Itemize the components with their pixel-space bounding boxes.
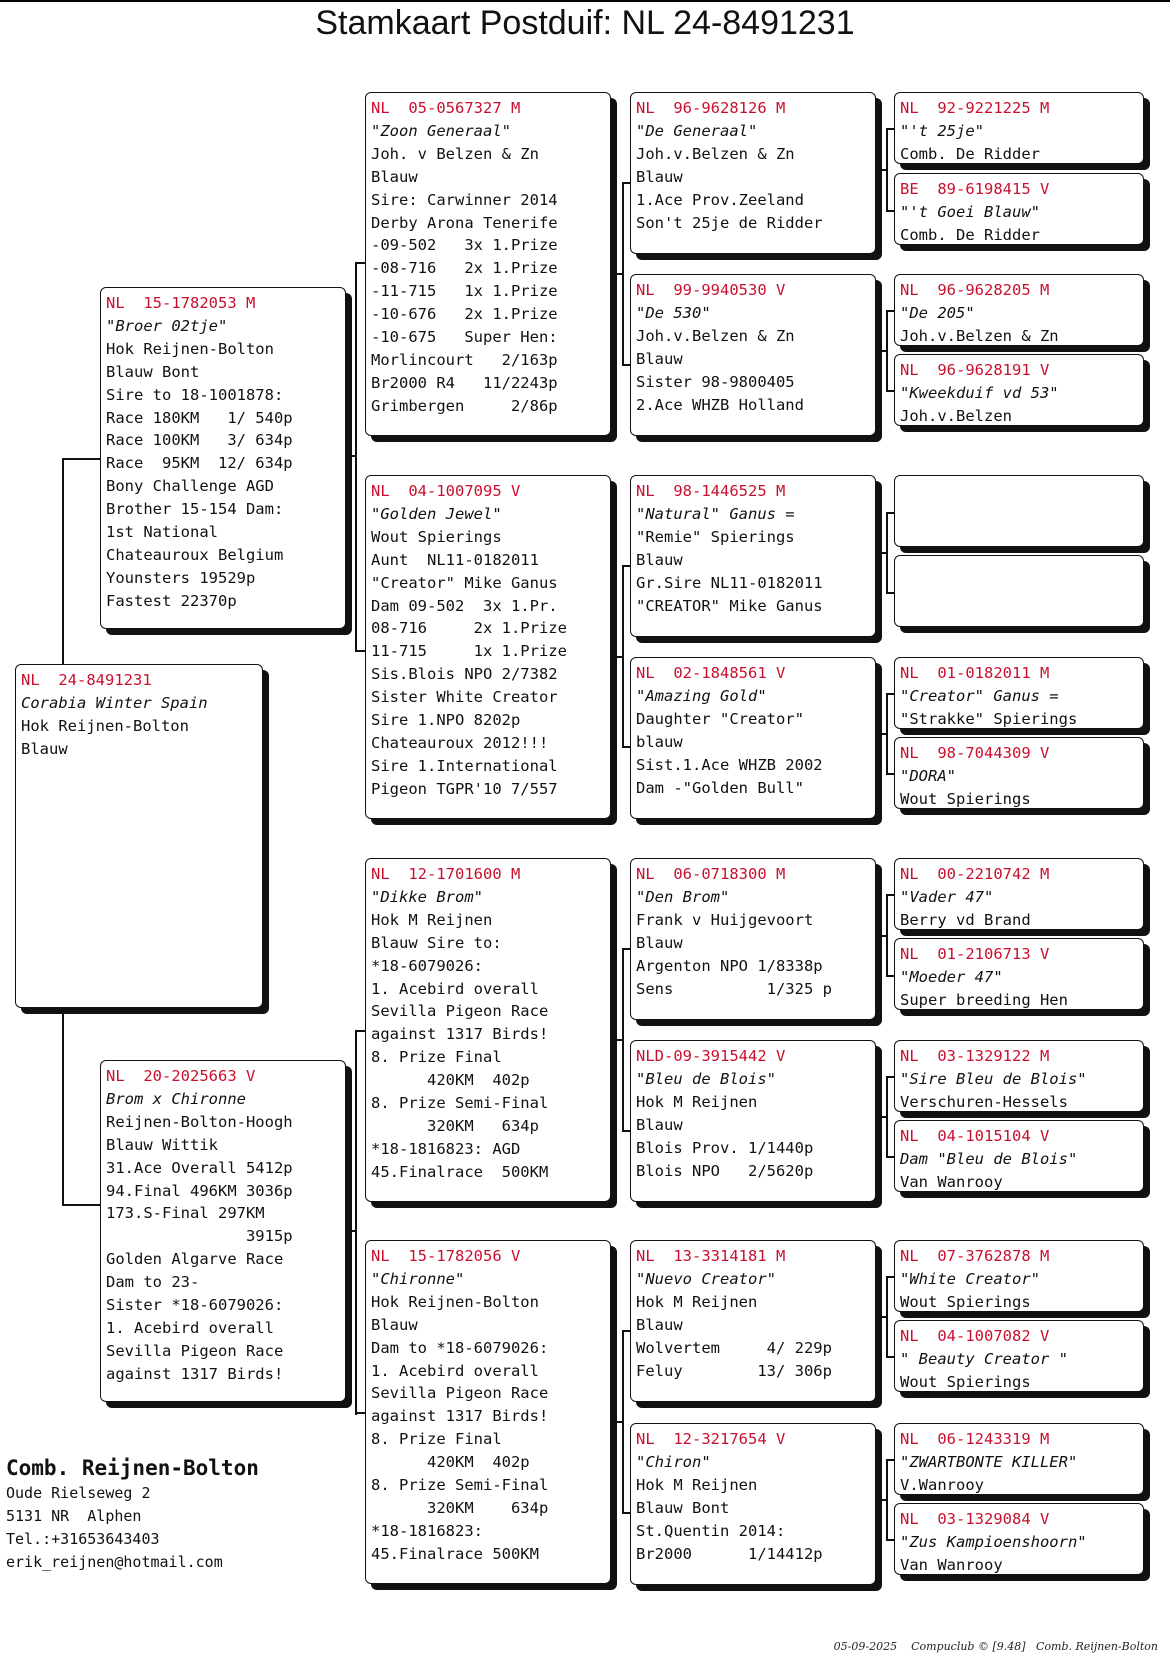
pigeon-info-line: Sire 1.International: [371, 756, 558, 775]
pigeon-info-line: Younsters 19529p: [106, 568, 256, 587]
connector-line: [886, 1276, 894, 1278]
pigeon-info-line: Dam to *18-6079026:: [371, 1338, 549, 1357]
pigeon-card-ff: [365, 92, 611, 436]
pigeon-info-line: V.Wanrooy: [900, 1475, 984, 1494]
pigeon-card-mm: [365, 1240, 611, 1584]
ring-number: NL 15-1782056 V: [371, 1247, 521, 1265]
pigeon-info-line: 31.Ace Overall 5412p: [106, 1158, 293, 1177]
connector-line: [886, 512, 894, 514]
ring-number: NL 06-1243319 M: [900, 1430, 1050, 1448]
connector-line: [622, 565, 630, 567]
pigeon-info-line: Blauw Bont: [636, 1498, 730, 1517]
pigeon-name: "Chiron": [636, 1452, 711, 1471]
pigeon-info-line: Br2000 1/14412p: [636, 1544, 823, 1563]
pigeon-info-line: Blauw Sire to:: [371, 933, 502, 952]
pigeon-card-g9: [894, 858, 1144, 930]
breeder-name: Comb. Reijnen-Bolton: [6, 1456, 259, 1480]
pigeon-info-line: Dam -"Golden Bull": [636, 778, 804, 797]
pigeon-card-g8: [894, 737, 1144, 809]
pigeon-info-line: Dam 09-502 3x 1.Pr.: [371, 596, 558, 615]
pigeon-info-line: Blois NPO 2/5620p: [636, 1161, 814, 1180]
pigeon-info-line: Br2000 R4 11/2243p: [371, 373, 558, 392]
pigeon-info-line: Race 95KM 12/ 634p: [106, 454, 293, 473]
connector-line: [611, 1421, 623, 1423]
pigeon-card-fmf: [630, 475, 876, 637]
pigeon-card-g10: [894, 938, 1144, 1010]
pigeon-info-line: Joh. v Belzen & Zn: [371, 144, 539, 163]
breeder-address-line2: 5131 NR Alphen: [6, 1507, 142, 1525]
ring-number: NL 04-1007082 V: [900, 1327, 1050, 1345]
connector-line: [346, 455, 357, 457]
pigeon-info-line: Derby Arona Tenerife: [371, 213, 558, 232]
breeder-info: [6, 1454, 259, 1574]
pigeon-info-line: Blauw: [21, 739, 68, 758]
pigeon-info-line: Sevilla Pigeon Race: [371, 1384, 549, 1403]
pigeon-info-line: Joh.v.Belzen & Zn: [900, 326, 1059, 345]
connector-line: [886, 210, 894, 212]
pigeon-info-line: Hok M Reijnen: [636, 1475, 758, 1494]
pigeon-info-line: -09-502 3x 1.Prize: [371, 236, 558, 255]
pigeon-card-g4: [894, 354, 1144, 426]
pigeon-info-line: 1. Acebird overall: [106, 1318, 274, 1337]
pigeon-info-line: Wout Spierings: [371, 527, 502, 546]
pigeon-info-line: 11-715 1x 1.Prize: [371, 642, 567, 661]
connector-line: [355, 1030, 365, 1032]
pigeon-info-line: Golden Algarve Race: [106, 1250, 284, 1269]
connector-line: [622, 1330, 630, 1332]
pigeon-info-line: Comb. De Ridder: [900, 144, 1040, 163]
pigeon-info-line: 320KM 634p: [371, 1498, 549, 1517]
ring-number: NL 15-1782053 M: [106, 294, 256, 312]
connector-line: [346, 1230, 357, 1232]
pigeon-info-line: Fastest 22370p: [106, 591, 237, 610]
connector-line: [886, 894, 894, 896]
pigeon-info-line: Gr.Sire NL11-0182011: [636, 573, 823, 592]
pigeon-info-line: Wout Spierings: [900, 789, 1031, 808]
pigeon-card-mmf: [630, 1240, 876, 1402]
connector-line: [355, 1030, 357, 1415]
connector-line: [62, 458, 100, 460]
pigeon-card-g3: [894, 274, 1144, 346]
ring-number: NL 03-1329122 M: [900, 1047, 1050, 1065]
connector-line: [62, 458, 64, 664]
pigeon-info-line: Sister White Creator: [371, 688, 558, 707]
pigeon-info-line: Sens 1/325 p: [636, 979, 832, 998]
pigeon-info-line: blauw: [636, 732, 683, 751]
connector-line: [62, 1204, 100, 1206]
breeder-phone: Tel.:+31653643403: [6, 1530, 160, 1548]
pigeon-info-line: Joh.v.Belzen & Zn: [636, 326, 795, 345]
ring-number: NL 99-9940530 V: [636, 281, 786, 299]
pigeon-info-line: Daughter "Creator": [636, 709, 804, 728]
pigeon-info-line: Wout Spierings: [900, 1292, 1031, 1311]
pigeon-info-line: Brother 15-154 Dam:: [106, 500, 284, 519]
pigeon-name: "'t Goei Blauw": [900, 202, 1040, 221]
ring-number: NL 01-2106713 V: [900, 945, 1050, 963]
ring-number: NL 13-3314181 M: [636, 1247, 786, 1265]
connector-line: [876, 1499, 887, 1501]
ring-number: NL 01-0182011 M: [900, 664, 1050, 682]
pigeon-info-line: *18-1816823:: [371, 1521, 483, 1540]
pigeon-info-line: Dam to 23-: [106, 1273, 200, 1292]
pigeon-info-line: 420KM 402p: [371, 1453, 530, 1472]
pigeon-info-line: "Remie" Spierings: [636, 527, 795, 546]
pigeon-card-g2: [894, 173, 1144, 245]
pigeon-info-line: Wout Spierings: [900, 1372, 1031, 1391]
pigeon-name: "Amazing Gold": [636, 686, 767, 705]
connector-line: [886, 390, 894, 392]
pigeon-card-g13: [894, 1240, 1144, 1312]
pigeon-card-mff: [630, 858, 876, 1020]
breeder-email: erik_reijnen@hotmail.com: [6, 1553, 223, 1571]
pigeon-info-line: Sis.Blois NPO 2/7382: [371, 665, 558, 684]
pigeon-info-line: against 1317 Birds!: [106, 1364, 284, 1383]
top-border-line: [0, 0, 1170, 2]
connector-line: [355, 1412, 365, 1414]
pigeon-card-mmm: [630, 1423, 876, 1585]
pigeon-info-line: 3915p: [106, 1227, 293, 1246]
ring-number: NL 04-1015104 V: [900, 1127, 1050, 1145]
ring-number: NL 24-8491231: [21, 671, 152, 689]
connector-line: [886, 1156, 894, 1158]
pigeon-info-line: Hok M Reijnen: [636, 1292, 758, 1311]
pigeon-info-line: "Creator" Mike Ganus: [371, 573, 558, 592]
pigeon-name: "De 530": [636, 303, 711, 322]
footer-stamp: 05-09-2025 Compuclub © [9.48] Comb. Reijnen-Bolton: [833, 1640, 1158, 1653]
ring-number: NL 03-1329084 V: [900, 1510, 1050, 1528]
pigeon-info-line: Blauw Wittik: [106, 1135, 218, 1154]
pigeon-info-line: 8. Prize Semi-Final: [371, 1476, 549, 1495]
pigeon-name: "Bleu de Blois": [636, 1069, 776, 1088]
pigeon-info-line: Sevilla Pigeon Race: [106, 1341, 284, 1360]
connector-line: [876, 169, 887, 171]
pigeon-name: Corabia Winter Spain: [21, 693, 208, 712]
pigeon-info-line: Grimbergen 2/86p: [371, 396, 558, 415]
pigeon-info-line: Joh.v.Belzen: [900, 406, 1012, 425]
ring-number: NL 12-3217654 V: [636, 1430, 786, 1448]
ring-number: BE 89-6198415 V: [900, 180, 1050, 198]
pigeon-name: "ZWARTBONTE KILLER": [900, 1452, 1078, 1471]
pigeon-info-line: 173.S-Final 297KM: [106, 1204, 265, 1223]
pigeon-name: "De 205": [900, 303, 975, 322]
pigeon-info-line: "Strakke" Spierings: [900, 709, 1078, 728]
pigeon-info-line: Argenton NPO 1/8338p: [636, 956, 823, 975]
pigeon-info-line: 45.Finalrace 500KM: [371, 1162, 549, 1181]
pigeon-card-g16: [894, 1503, 1144, 1575]
pigeon-info-line: Blauw Bont: [106, 362, 200, 381]
pigeon-card-ffm: [630, 274, 876, 436]
pigeon-info-line: Berry vd Brand: [900, 910, 1031, 929]
pigeon-name: "Creator" Ganus =: [900, 686, 1059, 705]
pigeon-info-line: Blauw: [636, 1315, 683, 1334]
pigeon-name: "Zoon Generaal": [371, 121, 511, 140]
pigeon-name: "Kweekduif vd 53": [900, 383, 1059, 402]
connector-line: [886, 1539, 894, 1541]
pigeon-name: "Golden Jewel": [371, 504, 502, 523]
connector-line: [886, 592, 894, 594]
pigeon-info-line: Morlincourt 2/163p: [371, 350, 558, 369]
ring-number: NL 00-2210742 M: [900, 865, 1050, 883]
pigeon-info-line: Sire: Carwinner 2014: [371, 190, 558, 209]
pigeon-info-line: 320KM 634p: [371, 1116, 539, 1135]
page-title: Stamkaart Postduif: NL 24-8491231: [315, 4, 855, 42]
pigeon-info-line: Blauw: [371, 1315, 418, 1334]
pigeon-info-line: Van Wanrooy: [900, 1555, 1003, 1574]
pigeon-info-line: Comb. De Ridder: [900, 225, 1040, 244]
pigeon-info-line: 1.Ace Prov.Zeeland: [636, 190, 804, 209]
pigeon-name: "Sire Bleu de Blois": [900, 1069, 1087, 1088]
pigeon-card-fm: [365, 475, 611, 819]
connector-line: [611, 1039, 623, 1041]
pigeon-name: "Nuevo Creator": [636, 1269, 776, 1288]
pigeon-info-line: Sist.1.Ace WHZB 2002: [636, 755, 823, 774]
pigeon-card-subject: [15, 664, 263, 1008]
ring-number: NL 98-7044309 V: [900, 744, 1050, 762]
pigeon-name: Dam "Bleu de Blois": [900, 1149, 1078, 1168]
connector-line: [886, 1459, 894, 1461]
ring-number: NL 96-9628205 M: [900, 281, 1050, 299]
ring-number: NL 06-0718300 M: [636, 865, 786, 883]
connector-line: [355, 262, 357, 652]
connector-line: [886, 128, 894, 130]
pigeon-info-line: Chateauroux 2012!!!: [371, 733, 549, 752]
pigeon-name: "Broer 02tje": [106, 316, 228, 335]
connector-line: [876, 1116, 887, 1118]
pigeon-info-line: 94.Final 496KM 3036p: [106, 1181, 293, 1200]
pigeon-info-line: *18-6079026:: [371, 956, 483, 975]
pigeon-name: "Moeder 47": [900, 967, 1003, 986]
pigeon-info-line: Super breeding Hen: [900, 990, 1068, 1009]
connector-line: [876, 935, 887, 937]
connector-line: [622, 182, 630, 184]
pigeon-card-mf: [365, 858, 611, 1202]
pigeon-info-line: against 1317 Birds!: [371, 1407, 549, 1426]
pigeon-info-line: 8. Prize Final: [371, 1430, 502, 1449]
connector-line: [62, 1008, 64, 1204]
pigeon-info-line: St.Quentin 2014:: [636, 1521, 786, 1540]
ring-number: NL 02-1848561 V: [636, 664, 786, 682]
ring-number: NL 20-2025663 V: [106, 1067, 256, 1085]
pigeon-card-g5: [894, 475, 1144, 547]
pigeon-name: "Natural" Ganus =: [636, 504, 795, 523]
pigeon-name: "Dikke Brom": [371, 887, 483, 906]
pigeon-info-line: Hok M Reijnen: [371, 910, 493, 929]
pigeon-info-line: 8. Prize Semi-Final: [371, 1094, 549, 1113]
ring-number: NL 04-1007095 V: [371, 482, 521, 500]
pigeon-info-line: 420KM 402p: [371, 1071, 530, 1090]
connector-line: [886, 693, 894, 695]
pigeon-card-g6: [894, 555, 1144, 627]
breeder-address-line1: Oude Rielseweg 2: [6, 1484, 151, 1502]
pigeon-info-line: 1. Acebird overall: [371, 979, 539, 998]
pigeon-name: "White Creator": [900, 1269, 1040, 1288]
ring-number: NL 07-3762878 M: [900, 1247, 1050, 1265]
pigeon-card-g1: [894, 92, 1144, 164]
pigeon-info-line: Blauw: [636, 349, 683, 368]
pigeon-card-g15: [894, 1423, 1144, 1495]
pigeon-info-line: Sister 98-9800405: [636, 372, 795, 391]
pigeon-card-g11: [894, 1040, 1144, 1112]
pigeon-info-line: Verschuren-Hessels: [900, 1092, 1068, 1111]
pigeon-info-line: Wolvertem 4/ 229p: [636, 1338, 832, 1357]
pigeon-info-line: -08-716 2x 1.Prize: [371, 259, 558, 278]
pigeon-card-father: [100, 287, 346, 629]
pigeon-info-line: -10-675 Super Hen:: [371, 328, 558, 347]
pigeon-name: "Den Brom": [636, 887, 730, 906]
pigeon-info-line: Reijnen-Bolton-Hoogh: [106, 1112, 293, 1131]
pigeon-name: "Zus Kampioenshoorn": [900, 1532, 1087, 1551]
pigeon-info-line: Van Wanrooy: [900, 1172, 1003, 1191]
connector-line: [355, 262, 365, 264]
pigeon-info-line: 8. Prize Final: [371, 1048, 502, 1067]
pigeon-info-line: Sire 1.NPO 8202p: [371, 711, 521, 730]
connector-line: [876, 350, 887, 352]
pigeon-info-line: Hok Reijnen-Bolton: [21, 716, 189, 735]
connector-line: [355, 650, 365, 652]
pigeon-info-line: Hok Reijnen-Bolton: [106, 339, 274, 358]
pigeon-card-g7: [894, 657, 1144, 729]
pigeon-card-mfm: [630, 1040, 876, 1202]
pigeon-name: "Chironne": [371, 1269, 465, 1288]
pigeon-name: Brom x Chironne: [106, 1089, 246, 1108]
pigeon-info-line: Joh.v.Belzen & Zn: [636, 144, 795, 163]
pigeon-info-line: Race 100KM 3/ 634p: [106, 431, 293, 450]
pigeon-info-line: "CREATOR" Mike Ganus: [636, 596, 823, 615]
connector-line: [622, 746, 630, 748]
ring-number: NL 96-9628191 V: [900, 361, 1050, 379]
pigeon-card-g14: [894, 1320, 1144, 1392]
pigeon-info-line: Son't 25je de Ridder: [636, 213, 823, 232]
ring-number: NL 96-9628126 M: [636, 99, 786, 117]
pigeon-name: "DORA": [900, 766, 956, 785]
pigeon-info-line: Blois Prov. 1/1440p: [636, 1138, 814, 1157]
connector-line: [886, 1076, 894, 1078]
pigeon-info-line: Blauw: [371, 167, 418, 186]
connector-line: [876, 1316, 887, 1318]
pigeon-info-line: Chateauroux Belgium: [106, 545, 284, 564]
pigeon-info-line: Blauw: [636, 550, 683, 569]
ring-number: NL 05-0567327 M: [371, 99, 521, 117]
pigeon-info-line: Blauw: [636, 167, 683, 186]
pigeon-card-fff: [630, 92, 876, 254]
connector-line: [886, 773, 894, 775]
connector-line: [622, 1130, 630, 1132]
connector-line: [876, 552, 887, 554]
pigeon-info-line: Sire to 18-1001878:: [106, 385, 284, 404]
connector-line: [611, 656, 623, 658]
pigeon-info-line: Sevilla Pigeon Race: [371, 1002, 549, 1021]
connector-line: [886, 975, 894, 977]
connector-line: [622, 1512, 630, 1514]
pigeon-info-line: Sister *18-6079026:: [106, 1296, 284, 1315]
pigeon-card-g12: [894, 1120, 1144, 1192]
pigeon-info-line: 45.Finalrace 500KM: [371, 1544, 539, 1563]
pigeon-info-line: Aunt NL11-0182011: [371, 550, 539, 569]
pigeon-info-line: 1st National: [106, 523, 218, 542]
pigeon-info-line: Feluy 13/ 306p: [636, 1361, 832, 1380]
pigeon-info-line: 08-716 2x 1.Prize: [371, 619, 567, 638]
connector-line: [886, 310, 894, 312]
pigeon-info-line: -10-676 2x 1.Prize: [371, 305, 558, 324]
pigeon-info-line: -11-715 1x 1.Prize: [371, 282, 558, 301]
ring-number: NL 12-1701600 M: [371, 865, 521, 883]
pigeon-info-line: Race 180KM 1/ 540p: [106, 408, 293, 427]
connector-line: [876, 733, 887, 735]
connector-line: [886, 1356, 894, 1358]
pigeon-info-line: against 1317 Birds!: [371, 1025, 549, 1044]
pigeon-name: "Vader 47": [900, 887, 994, 906]
pigeon-card-mother: [100, 1060, 346, 1402]
pigeon-info-line: Hok Reijnen-Bolton: [371, 1292, 539, 1311]
connector-line: [622, 948, 630, 950]
pigeon-info-line: Blauw: [636, 1115, 683, 1134]
pigeon-name: "'t 25je": [900, 121, 984, 140]
ring-number: NLD-09-3915442 V: [636, 1047, 786, 1065]
pigeon-info-line: 2.Ace WHZB Holland: [636, 395, 804, 414]
pigeon-info-line: Hok M Reijnen: [636, 1092, 758, 1111]
pigeon-info-line: Bony Challenge AGD: [106, 477, 274, 496]
pigeon-card-fmm: [630, 657, 876, 819]
pigeon-info-line: *18-1816823: AGD: [371, 1139, 521, 1158]
pigeon-info-line: 1. Acebird overall: [371, 1361, 539, 1380]
ring-number: NL 92-9221225 M: [900, 99, 1050, 117]
pigeon-name: " Beauty Creator ": [900, 1349, 1068, 1368]
pigeon-info-line: Pigeon TGPR'10 7/557: [371, 779, 558, 798]
connector-line: [622, 364, 630, 366]
pigeon-info-line: Blauw: [636, 933, 683, 952]
ring-number: NL 98-1446525 M: [636, 482, 786, 500]
pigeon-info-line: Frank v Huijgevoort: [636, 910, 814, 929]
pigeon-name: "De Generaal": [636, 121, 758, 140]
connector-line: [611, 273, 623, 275]
